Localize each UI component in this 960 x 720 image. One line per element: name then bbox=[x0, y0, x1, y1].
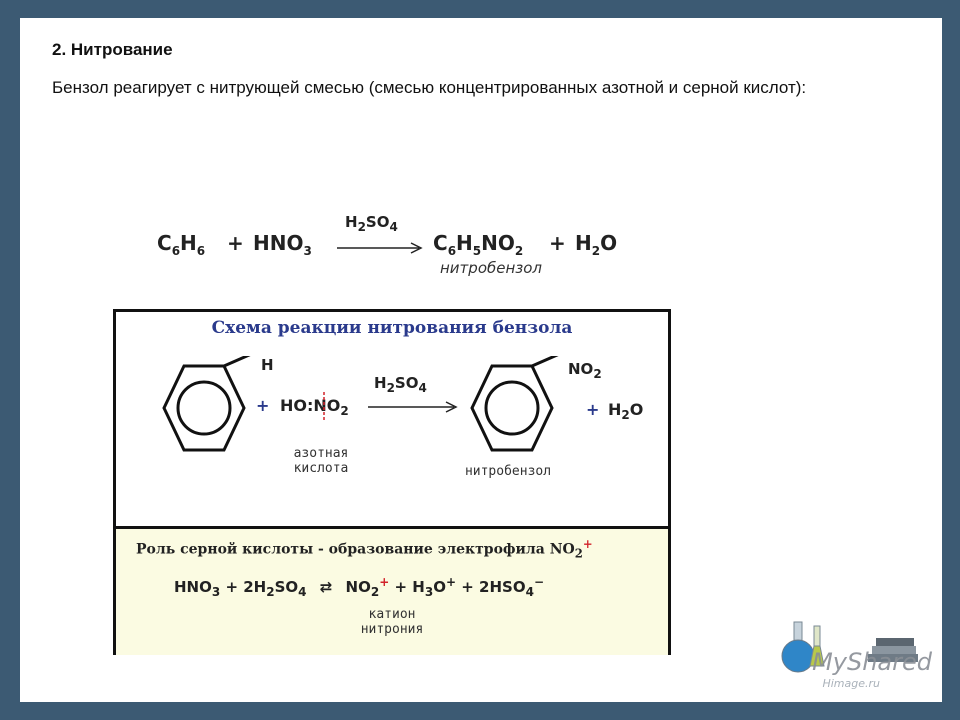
plus-sign: + bbox=[586, 400, 600, 419]
hydrogen-label: H bbox=[261, 356, 274, 374]
slide bbox=[20, 18, 942, 702]
plus-sign: + bbox=[256, 396, 270, 415]
slide-title: 2. Нитрование bbox=[52, 40, 173, 59]
bond-cleavage-icon bbox=[318, 390, 330, 424]
catalyst-label: $H_2SO_4$ bbox=[345, 213, 398, 234]
nitro-group-label: $NO_2$ bbox=[568, 360, 602, 381]
role-title: Роль серной кислоты - образование электрофила $NO_2^+$ bbox=[136, 537, 593, 561]
slide-text: Бензол реагирует с нитрующей смесью (смесью концентрированных азотной и серной кислот): bbox=[52, 78, 807, 97]
water-label: $H_2O$ bbox=[608, 400, 644, 423]
nitric-acid-formula: $HO:NO_2$ bbox=[280, 396, 349, 419]
nitrobenzene-name: нитробензол bbox=[464, 464, 552, 479]
nitration-equation bbox=[157, 213, 637, 283]
sulfuric-acid-role-box bbox=[116, 526, 668, 655]
product-water: $H_2O$ bbox=[575, 231, 618, 258]
watermark-sub: Himage.ru bbox=[822, 677, 880, 690]
benzene-ring-icon bbox=[144, 356, 274, 476]
watermark-brand: MyShared bbox=[812, 648, 932, 676]
scheme-catalyst: $H_2SO_4$ bbox=[374, 374, 427, 395]
reaction-scheme bbox=[113, 309, 671, 655]
reaction-arrow bbox=[335, 241, 425, 255]
scheme-arrow bbox=[366, 400, 462, 414]
reactant-benzene: $C_6H_6$ bbox=[157, 231, 206, 258]
role-equation: $HNO_3 + 2H_2SO_4$ ⇄ $NO_2^+ + H_3O^+ + 2HSO_4^-$ bbox=[174, 575, 545, 599]
product-nitrobenzene: $C_6H_5NO_2$ bbox=[433, 231, 524, 258]
product-name-label: нитробензол bbox=[440, 259, 543, 277]
nitric-acid-name: азотная кислота bbox=[293, 446, 349, 476]
plus-sign: + bbox=[227, 231, 244, 255]
scheme-title: Схема реакции нитрования бензола bbox=[211, 318, 573, 338]
cation-label: катион нитрония bbox=[360, 607, 424, 637]
nitrobenzene-ring-icon bbox=[452, 356, 582, 476]
plus-sign: + bbox=[549, 231, 566, 255]
reactant-nitric-acid: $HNO_3$ bbox=[253, 231, 312, 258]
